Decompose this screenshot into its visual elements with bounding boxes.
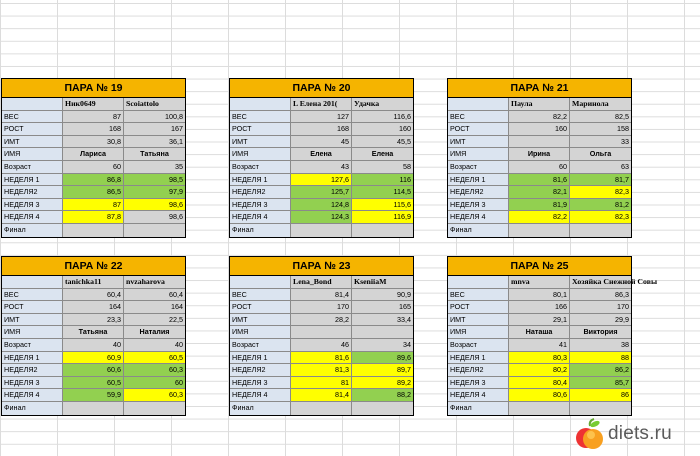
nick-row — [2, 276, 185, 289]
final-row — [2, 402, 185, 415]
value-cell-left[interactable]: 124,8 — [291, 199, 352, 211]
value-cell-right[interactable]: 114,5 — [352, 186, 413, 198]
week3-row — [2, 199, 185, 212]
diets-watermark — [574, 418, 700, 454]
value-cell-left[interactable]: 80,4 — [509, 377, 570, 389]
value-cell-right[interactable] — [570, 224, 631, 237]
row-label: Возраст — [230, 161, 291, 173]
week3-row — [230, 199, 413, 212]
weight-row — [448, 111, 631, 124]
row-label: ИМЯ — [448, 148, 509, 160]
value-cell-left[interactable]: 60,5 — [63, 377, 124, 389]
value-cell-left[interactable]: 164 — [63, 301, 124, 313]
final-row — [448, 402, 631, 415]
height-row — [2, 301, 185, 314]
weight-row — [2, 111, 185, 124]
row-label: ВЕС — [230, 289, 291, 301]
week1-row — [2, 352, 185, 365]
row-label: РОСТ — [448, 301, 509, 313]
bmi-row — [2, 314, 185, 327]
row-label: ИМЯ — [2, 148, 63, 160]
row-label: РОСТ — [230, 301, 291, 313]
value-cell-right[interactable]: 22,5 — [124, 314, 185, 326]
week2-row — [230, 186, 413, 199]
row-label: ИМТ — [230, 314, 291, 326]
value-cell-right[interactable]: 100,8 — [124, 111, 185, 123]
value-cell-left[interactable]: L Елена 201( — [291, 98, 352, 110]
value-cell-right[interactable]: 86,2 — [570, 364, 631, 376]
height-row — [230, 123, 413, 136]
value-cell-left[interactable]: Татьяна — [63, 326, 124, 338]
value-cell-right[interactable]: 98,6 — [124, 199, 185, 211]
value-cell-left[interactable]: 81 — [291, 377, 352, 389]
value-cell-right[interactable]: Хозяйка Снежной Совы — [572, 277, 658, 286]
week3-row — [448, 377, 631, 390]
value-cell-left[interactable]: 30,8 — [63, 136, 124, 148]
height-row — [448, 123, 631, 136]
row-label: НЕДЕЛЯ 3 — [448, 377, 509, 389]
pair-title: ПАРА № 23 — [230, 257, 413, 276]
value-cell-right[interactable]: Виктория — [570, 326, 631, 338]
value-cell-left[interactable]: 127 — [291, 111, 352, 123]
value-cell-right[interactable]: KseniiaM — [352, 276, 413, 288]
value-cell-right[interactable]: 165 — [352, 301, 413, 313]
value-cell-left[interactable] — [63, 224, 124, 237]
value-cell-left[interactable]: 125,7 — [291, 186, 352, 198]
pair-block — [229, 256, 414, 416]
week3-row — [230, 377, 413, 390]
value-cell-right[interactable] — [124, 402, 185, 415]
row-label: Возраст — [448, 161, 509, 173]
value-cell-left[interactable]: 87,8 — [63, 211, 124, 223]
pair-title: ПАРА № 22 — [2, 257, 185, 276]
value-cell-right[interactable] — [352, 224, 413, 237]
week4-row — [448, 389, 631, 402]
value-cell-left[interactable]: 87 — [63, 199, 124, 211]
week4-row — [448, 211, 631, 224]
value-cell-left[interactable]: 80,1 — [509, 289, 570, 301]
value-cell-left[interactable]: 80,2 — [509, 364, 570, 376]
row-label — [230, 98, 291, 110]
row-label: ИМТ — [448, 314, 509, 326]
value-cell-left[interactable]: 168 — [63, 123, 124, 135]
pair-block — [229, 78, 414, 238]
value-cell-left[interactable]: Елена — [291, 148, 352, 160]
final-row — [230, 224, 413, 237]
row-label: ИМЯ — [230, 326, 291, 338]
name-row — [230, 148, 413, 161]
value-cell-right[interactable]: 60,5 — [124, 352, 185, 364]
value-cell-right[interactable]: 34 — [352, 339, 413, 351]
bmi-row — [230, 314, 413, 327]
value-cell-right[interactable] — [352, 326, 413, 338]
value-cell-right[interactable]: 116,6 — [352, 111, 413, 123]
weight-row — [230, 111, 413, 124]
value-cell-right[interactable]: 164 — [124, 301, 185, 313]
weight-row — [2, 289, 185, 302]
value-cell-right[interactable]: 60,3 — [124, 389, 185, 401]
age-row — [448, 161, 631, 174]
value-cell-left[interactable]: 29,1 — [509, 314, 570, 326]
row-label: НЕДЕЛЯ 3 — [2, 199, 63, 211]
row-label: НЕДЕЛЯ 1 — [2, 174, 63, 186]
pair-block — [1, 78, 186, 238]
value-cell-right[interactable]: 116 — [352, 174, 413, 186]
row-label: НЕДЕЛЯ2 — [448, 364, 509, 376]
value-cell-right[interactable]: 89,2 — [352, 377, 413, 389]
week1-row — [230, 352, 413, 365]
pair-title: ПАРА № 20 — [230, 79, 413, 98]
week1-row — [448, 352, 631, 365]
value-cell-left[interactable]: 80,6 — [509, 389, 570, 401]
row-label: НЕДЕЛЯ 3 — [2, 377, 63, 389]
pair-title: ПАРА № 21 — [448, 79, 631, 98]
value-cell-right[interactable]: 60,3 — [124, 364, 185, 376]
value-cell-left[interactable]: 82,2 — [509, 111, 570, 123]
value-cell-right[interactable]: 116,9 — [352, 211, 413, 223]
value-cell-right[interactable]: Татьяна — [124, 148, 185, 160]
bmi-row — [2, 136, 185, 149]
nick-row — [448, 98, 631, 111]
row-label: НЕДЕЛЯ 4 — [2, 389, 63, 401]
value-cell-right[interactable]: 160 — [352, 123, 413, 135]
bmi-row — [230, 136, 413, 149]
row-label: НЕДЕЛЯ 4 — [448, 211, 509, 223]
apple-logo-icon — [574, 418, 606, 452]
value-cell-right[interactable]: Scoiattolo — [124, 98, 185, 110]
row-label: НЕДЕЛЯ 1 — [448, 174, 509, 186]
week4-row — [230, 211, 413, 224]
row-label: НЕДЕЛЯ 3 — [448, 199, 509, 211]
value-cell-left[interactable]: 87 — [63, 111, 124, 123]
row-label: ИМТ — [2, 136, 63, 148]
value-cell-right[interactable]: 89,7 — [352, 364, 413, 376]
row-label: ИМТ — [230, 136, 291, 148]
row-label: РОСТ — [448, 123, 509, 135]
value-cell-right[interactable]: 97,9 — [124, 186, 185, 198]
row-label: НЕДЕЛЯ 4 — [448, 389, 509, 401]
height-row — [230, 301, 413, 314]
value-cell-left[interactable]: 82,1 — [509, 186, 570, 198]
week2-row — [2, 364, 185, 377]
week1-row — [448, 174, 631, 187]
row-label: НЕДЕЛЯ 1 — [448, 352, 509, 364]
value-cell-left[interactable]: Паула — [509, 98, 570, 110]
age-row — [2, 161, 185, 174]
value-cell-right[interactable]: Ольга — [570, 148, 631, 160]
week4-row — [2, 389, 185, 402]
week3-row — [448, 199, 631, 212]
row-label: ВЕС — [448, 289, 509, 301]
pair-block — [447, 78, 632, 238]
row-label: Финал — [230, 402, 291, 415]
value-cell-right[interactable]: 33 — [570, 136, 631, 148]
row-label — [2, 98, 63, 110]
week3-row — [2, 377, 185, 390]
value-cell-left[interactable]: tanichka11 — [63, 276, 124, 288]
value-cell-left[interactable]: 170 — [291, 301, 352, 313]
name-row — [448, 148, 631, 161]
value-cell-right[interactable]: 38 — [570, 339, 631, 351]
value-cell-right[interactable]: 170 — [570, 301, 631, 313]
value-cell-right[interactable]: 90,9 — [352, 289, 413, 301]
value-cell-right[interactable]: 45,5 — [352, 136, 413, 148]
value-cell-right[interactable]: 60,4 — [124, 289, 185, 301]
value-cell-left[interactable]: 45 — [291, 136, 352, 148]
age-row — [448, 339, 631, 352]
value-cell-left[interactable] — [509, 224, 570, 237]
pair-title: ПАРА № 19 — [2, 79, 185, 98]
value-cell-left[interactable]: 81,6 — [291, 352, 352, 364]
value-cell-left[interactable] — [291, 326, 352, 338]
value-cell-right[interactable]: 86,3 — [570, 289, 631, 301]
row-label: ВЕС — [2, 289, 63, 301]
row-label: ВЕС — [230, 111, 291, 123]
bmi-row — [448, 314, 631, 327]
row-label: ИМТ — [2, 314, 63, 326]
value-cell-left[interactable] — [291, 224, 352, 237]
week2-row — [230, 364, 413, 377]
value-cell-left[interactable]: Лариса — [63, 148, 124, 160]
value-cell-right[interactable]: 82,3 — [570, 186, 631, 198]
row-label: Финал — [448, 402, 509, 415]
row-label: НЕДЕЛЯ2 — [448, 186, 509, 198]
value-cell-right[interactable]: 86 — [570, 389, 631, 401]
row-label: НЕДЕЛЯ2 — [2, 364, 63, 376]
value-cell-right[interactable]: 29,9 — [570, 314, 631, 326]
row-label: ИМЯ — [2, 326, 63, 338]
value-cell-left[interactable]: 86,8 — [63, 174, 124, 186]
height-row — [2, 123, 185, 136]
week2-row — [2, 186, 185, 199]
row-label: ВЕС — [448, 111, 509, 123]
value-cell-left[interactable] — [509, 136, 570, 148]
value-cell-right[interactable]: 60 — [124, 377, 185, 389]
row-label: НЕДЕЛЯ 4 — [230, 211, 291, 223]
value-cell-left[interactable]: 28,2 — [291, 314, 352, 326]
height-row — [448, 301, 631, 314]
value-cell-left[interactable]: 60,4 — [63, 289, 124, 301]
row-label: Возраст — [448, 339, 509, 351]
row-label: Финал — [2, 224, 63, 237]
value-cell-right[interactable]: 35 — [124, 161, 185, 173]
pair-block — [1, 256, 186, 416]
row-label: НЕДЕЛЯ 1 — [230, 174, 291, 186]
weight-row — [230, 289, 413, 302]
value-cell-right[interactable]: 89,6 — [352, 352, 413, 364]
value-cell-right[interactable]: 81,7 — [570, 174, 631, 186]
value-cell-left[interactable]: 168 — [291, 123, 352, 135]
value-cell-left[interactable]: 82,2 — [509, 211, 570, 223]
week1-row — [2, 174, 185, 187]
value-cell-left[interactable]: 43 — [291, 161, 352, 173]
value-cell-left[interactable]: 81,9 — [509, 199, 570, 211]
value-cell-left[interactable]: 81,6 — [509, 174, 570, 186]
value-cell-right[interactable]: 88,2 — [352, 389, 413, 401]
value-cell-left[interactable]: 127,6 — [291, 174, 352, 186]
row-label: РОСТ — [2, 301, 63, 313]
value-cell-left[interactable]: 80,3 — [509, 352, 570, 364]
name-row — [2, 326, 185, 339]
value-cell-left[interactable]: 124,3 — [291, 211, 352, 223]
name-row — [230, 326, 413, 339]
value-cell-right[interactable]: 88 — [570, 352, 631, 364]
week1-row — [230, 174, 413, 187]
value-cell-right[interactable]: Маринола — [570, 98, 631, 110]
nick-row — [230, 276, 413, 289]
value-cell-right[interactable]: 33,4 — [352, 314, 413, 326]
value-cell-left[interactable]: 166 — [509, 301, 570, 313]
week2-row — [448, 364, 631, 377]
value-cell-right[interactable]: 81,2 — [570, 199, 631, 211]
row-label: НЕДЕЛЯ 3 — [230, 199, 291, 211]
value-cell-left[interactable]: 60 — [63, 161, 124, 173]
value-cell-left[interactable]: Ирина — [509, 148, 570, 160]
value-cell-right[interactable]: 58 — [352, 161, 413, 173]
value-cell-right[interactable]: Наталия — [124, 326, 185, 338]
row-label: Финал — [230, 224, 291, 237]
row-label: НЕДЕЛЯ 4 — [230, 389, 291, 401]
pair-title: ПАРА № 25 — [448, 257, 631, 276]
value-cell-right[interactable]: 36,1 — [124, 136, 185, 148]
week4-row — [2, 211, 185, 224]
row-label: Возраст — [2, 161, 63, 173]
value-cell-left[interactable]: 40 — [63, 339, 124, 351]
value-cell-right[interactable]: 82,3 — [570, 211, 631, 223]
row-label: НЕДЕЛЯ2 — [230, 186, 291, 198]
row-label — [2, 276, 63, 288]
row-label: Возраст — [2, 339, 63, 351]
value-cell-left[interactable]: 160 — [509, 123, 570, 135]
value-cell-left[interactable]: 81,4 — [291, 389, 352, 401]
final-row — [230, 402, 413, 415]
week4-row — [230, 389, 413, 402]
value-cell-right[interactable] — [352, 402, 413, 415]
value-cell-right[interactable]: 40 — [124, 339, 185, 351]
row-label: ИМЯ — [448, 326, 509, 338]
nick-row — [448, 276, 658, 289]
nick-row — [2, 98, 185, 111]
row-label: НЕДЕЛЯ 3 — [230, 377, 291, 389]
pair-block — [447, 256, 658, 416]
value-cell-right[interactable]: 167 — [124, 123, 185, 135]
value-cell-right[interactable]: 158 — [570, 123, 631, 135]
row-label — [448, 98, 509, 110]
value-cell-left[interactable]: Наташа — [509, 326, 570, 338]
value-cell-left[interactable]: 41 — [509, 339, 570, 351]
row-label: Возраст — [230, 339, 291, 351]
value-cell-right[interactable]: 115,6 — [352, 199, 413, 211]
age-row — [2, 339, 185, 352]
row-label: НЕДЕЛЯ2 — [230, 364, 291, 376]
value-cell-right[interactable]: Елена — [352, 148, 413, 160]
name-row — [2, 148, 185, 161]
value-cell-left[interactable]: 81,3 — [291, 364, 352, 376]
weight-row — [448, 289, 631, 302]
value-cell-right[interactable]: 85,7 — [570, 377, 631, 389]
week2-row — [448, 186, 631, 199]
value-cell-left[interactable]: 60,6 — [63, 364, 124, 376]
age-row — [230, 339, 413, 352]
row-label: Финал — [2, 402, 63, 415]
row-label — [448, 276, 509, 288]
value-cell-right[interactable]: 98,6 — [124, 211, 185, 223]
row-label: НЕДЕЛЯ 1 — [2, 352, 63, 364]
value-cell-right[interactable]: Удачка — [352, 98, 413, 110]
bmi-row — [448, 136, 631, 149]
nick-row — [230, 98, 413, 111]
value-cell-left[interactable]: 59,9 — [63, 389, 124, 401]
value-cell-left[interactable]: 60 — [509, 161, 570, 173]
value-cell-left[interactable]: 46 — [291, 339, 352, 351]
age-row — [230, 161, 413, 174]
value-cell-right[interactable]: 63 — [570, 161, 631, 173]
value-cell-right[interactable]: nvzaharova — [124, 276, 185, 288]
final-row — [448, 224, 631, 237]
value-cell-left[interactable]: mnva — [509, 276, 570, 288]
site-name: diets.ru — [608, 423, 672, 444]
value-cell-left[interactable]: 86,5 — [63, 186, 124, 198]
value-cell-left[interactable]: 23,3 — [63, 314, 124, 326]
row-label: НЕДЕЛЯ2 — [2, 186, 63, 198]
row-label: ИМЯ — [230, 148, 291, 160]
value-cell-right[interactable]: 82,5 — [570, 111, 631, 123]
value-cell-left[interactable]: Ник0649 — [63, 98, 124, 110]
row-label: РОСТ — [2, 123, 63, 135]
row-label: ИМТ — [448, 136, 509, 148]
row-label: НЕДЕЛЯ 1 — [230, 352, 291, 364]
row-label — [230, 276, 291, 288]
row-label: Финал — [448, 224, 509, 237]
row-label: НЕДЕЛЯ 4 — [2, 211, 63, 223]
row-label: РОСТ — [230, 123, 291, 135]
name-row — [448, 326, 631, 339]
value-cell-left[interactable] — [63, 402, 124, 415]
value-cell-left[interactable] — [291, 402, 352, 415]
value-cell-right[interactable] — [570, 402, 631, 415]
value-cell-left[interactable]: Lena_Bond — [291, 276, 352, 288]
value-cell-left[interactable] — [509, 402, 570, 415]
row-label: ВЕС — [2, 111, 63, 123]
final-row — [2, 224, 185, 237]
value-cell-left[interactable]: 81,4 — [291, 289, 352, 301]
value-cell-right[interactable] — [124, 224, 185, 237]
value-cell-left[interactable]: 60,9 — [63, 352, 124, 364]
value-cell-right[interactable]: 98,5 — [124, 174, 185, 186]
